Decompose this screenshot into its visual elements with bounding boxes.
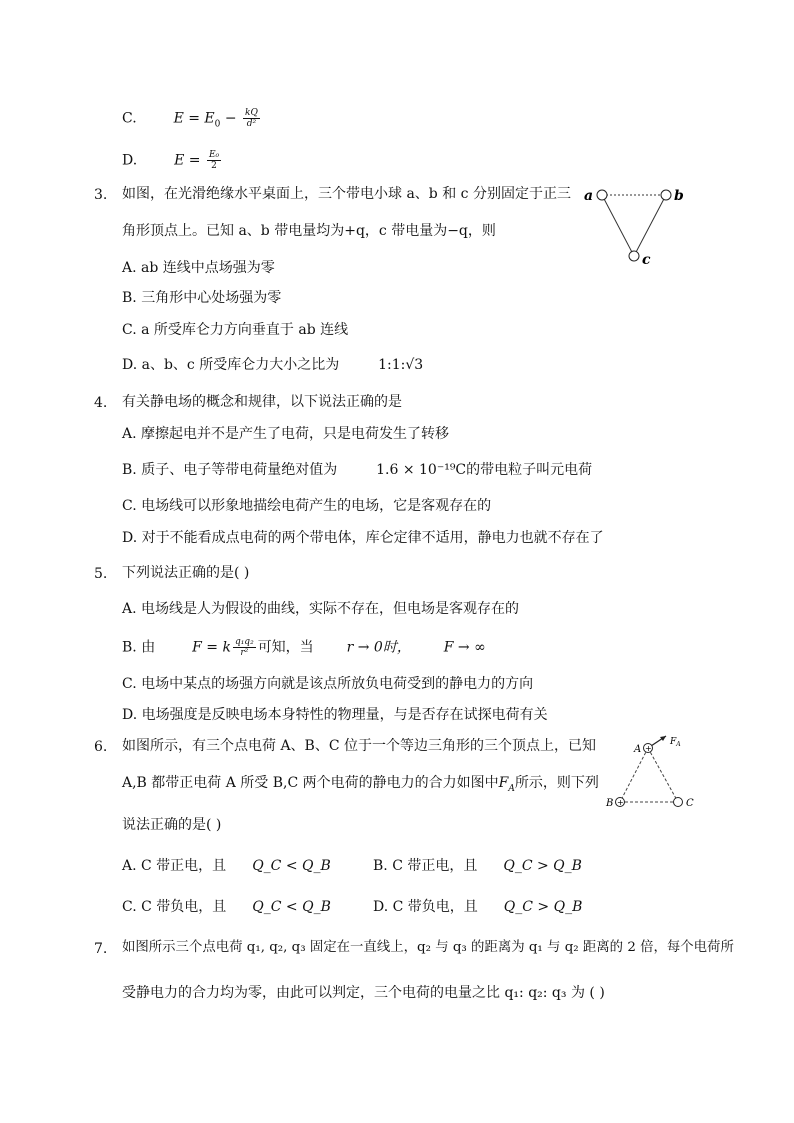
- denominator: 2: [211, 161, 217, 171]
- numerator: q₁q₂: [234, 637, 254, 647]
- q6-option-c: [122, 898, 331, 916]
- q5-option-a: A. 电场线是人为假设的曲线，实际不存在，但电场是客观存在的: [122, 601, 520, 617]
- q6-stem-line1: 如图所示，有三个点电荷 A、B、C 位于一个等边三角形的三个顶点上，已知: [122, 738, 597, 754]
- question-number: 4.: [94, 395, 108, 411]
- q6-stem-line2: [122, 774, 599, 798]
- option-expr: Q_C > Q_B: [503, 858, 582, 874]
- option-expr: Q_C > Q_B: [503, 899, 583, 915]
- q3-stem-line2: 角形顶点上。已知 a、b 带电量均为+q，c 带电量为−q，则: [122, 223, 496, 239]
- formula-fraction: [243, 108, 260, 129]
- option-text: A. C 带正电，且: [122, 858, 227, 874]
- question-number: 7.: [94, 941, 108, 957]
- formula-lhs: E = E: [173, 110, 215, 127]
- stem-text: 所示，则下列: [514, 775, 599, 791]
- option-text: C. C 带负电，且: [122, 899, 227, 915]
- q5-stem: 下列说法正确的是( ): [122, 565, 250, 581]
- side-AC: [648, 748, 678, 802]
- q3-stem-line1: 如图，在光滑绝缘水平桌面上，三个带电小球 a、b 和 c 分别固定于正三: [122, 186, 571, 202]
- q3-option-b: B. 三角形中心处场强为零: [122, 290, 282, 306]
- formula-fraction: [207, 150, 221, 171]
- q4-option-b: [122, 461, 592, 479]
- question-number: 3.: [94, 187, 108, 203]
- force-sub: A: [508, 783, 515, 794]
- q3-option-a: A. ab 连线中点场强为零: [122, 260, 275, 276]
- formula-lhs: F = k: [192, 639, 231, 656]
- charge-b: [661, 190, 671, 200]
- numerator: kQ: [245, 108, 258, 118]
- side-bc: [634, 195, 666, 256]
- denominator: r²: [240, 648, 249, 658]
- side-ac: [602, 195, 634, 256]
- limit-r: r → 0时，: [346, 639, 411, 656]
- charge-C: [674, 798, 683, 807]
- formula-sub: 0: [214, 119, 221, 130]
- label-C: C: [686, 798, 694, 809]
- force-arrowhead: [660, 736, 666, 741]
- question-number: 5.: [94, 566, 108, 582]
- q7-stem-line2: 受静电力的合力均为零，由此可以判定，三个电荷的电量之比 q₁: q₂: q₃ 为 ( ): [122, 985, 605, 1001]
- option-tail: 的带电粒子叫元电荷: [466, 462, 593, 478]
- option-text: D. a、b、c 所受库仑力大小之比为: [122, 357, 340, 373]
- triangle-ABC-figure: [600, 730, 700, 814]
- q2-option-d: [122, 150, 223, 171]
- option-text: B. C 带正电，且: [373, 858, 478, 874]
- q6-option-a: [122, 857, 331, 875]
- label-c: c: [642, 252, 651, 268]
- q5-option-c: C. 电场中某点的场强方向就是该点所放负电荷受到的静电力的方向: [122, 676, 534, 692]
- q3-option-c: C. a 所受库仑力方向垂直于 ab 连线: [122, 322, 349, 338]
- plus-sign-icon: +: [645, 744, 652, 753]
- q5-option-d: D. 电场强度是反映电场本身特性的物理量，与是否存在试探电荷有关: [122, 707, 548, 723]
- limit-f: F → ∞: [443, 639, 486, 656]
- plus-sign-icon: +: [617, 798, 624, 807]
- q6-option-b: [373, 857, 582, 875]
- option-ratio: 1:1:√3: [378, 357, 424, 373]
- label-b: b: [674, 188, 684, 204]
- label-a: a: [584, 188, 594, 204]
- label-FA: [669, 737, 681, 748]
- option-mid: 可知，当: [257, 639, 314, 656]
- option-label: D.: [122, 152, 138, 169]
- charge-c: [629, 251, 639, 261]
- q2-option-c: [122, 108, 262, 133]
- side-AB: [620, 748, 648, 802]
- option-text: B. 质子、电子等带电荷量绝对值为: [122, 462, 338, 478]
- formula-lhs: E =: [174, 152, 201, 169]
- option-expr: Q_C < Q_B: [252, 858, 331, 874]
- force-sub: A: [676, 741, 681, 748]
- question-number: 6.: [94, 739, 108, 755]
- denominator: d²: [246, 119, 257, 129]
- charge-a: [597, 190, 607, 200]
- charge-value: 1.6 × 10⁻¹⁹C: [376, 462, 467, 478]
- formula-minus: −: [224, 110, 237, 127]
- q5-option-b: [122, 637, 486, 658]
- option-expr: Q_C < Q_B: [252, 899, 331, 915]
- label-B: B: [606, 798, 614, 809]
- q3-option-d: [122, 356, 423, 374]
- force-symbol: F: [670, 737, 677, 747]
- stem-text: A,B 都带正电荷 A 所受 B,C 两个电荷的静电力的合力如图中: [122, 775, 499, 791]
- q6-stem-line3: 说法正确的是( ): [122, 817, 222, 833]
- q4-stem: 有关静电场的概念和规律，以下说法正确的是: [122, 394, 402, 410]
- q4-option-a: A. 摩擦起电并不是产生了电荷，只是电荷发生了转移: [122, 426, 450, 442]
- force-symbol: F: [498, 775, 509, 791]
- q4-option-c: C. 电场线可以形象地描绘电荷产生的电场，它是客观存在的: [122, 498, 492, 514]
- option-text: B. 由: [122, 639, 156, 656]
- option-label: C.: [122, 110, 137, 127]
- numerator: E₀: [208, 150, 220, 160]
- label-A: A: [634, 744, 642, 755]
- q7-stem-line1: 如图所示三个点电荷 q₁, q₂, q₃ 固定在一直线上，q₂ 与 q₃ 的距离为 q₁ 与 q₂ 距离的 2 倍，每个电荷所: [122, 940, 734, 955]
- triangle-abc-figure: [580, 180, 690, 270]
- option-text: D. C 带负电，且: [373, 899, 478, 915]
- q4-option-d: D. 对于不能看成点电荷的两个带电体，库仑定律不适用，静电力也就不存在了: [122, 530, 604, 546]
- formula-fraction: [233, 637, 256, 658]
- q6-option-d: [373, 898, 582, 916]
